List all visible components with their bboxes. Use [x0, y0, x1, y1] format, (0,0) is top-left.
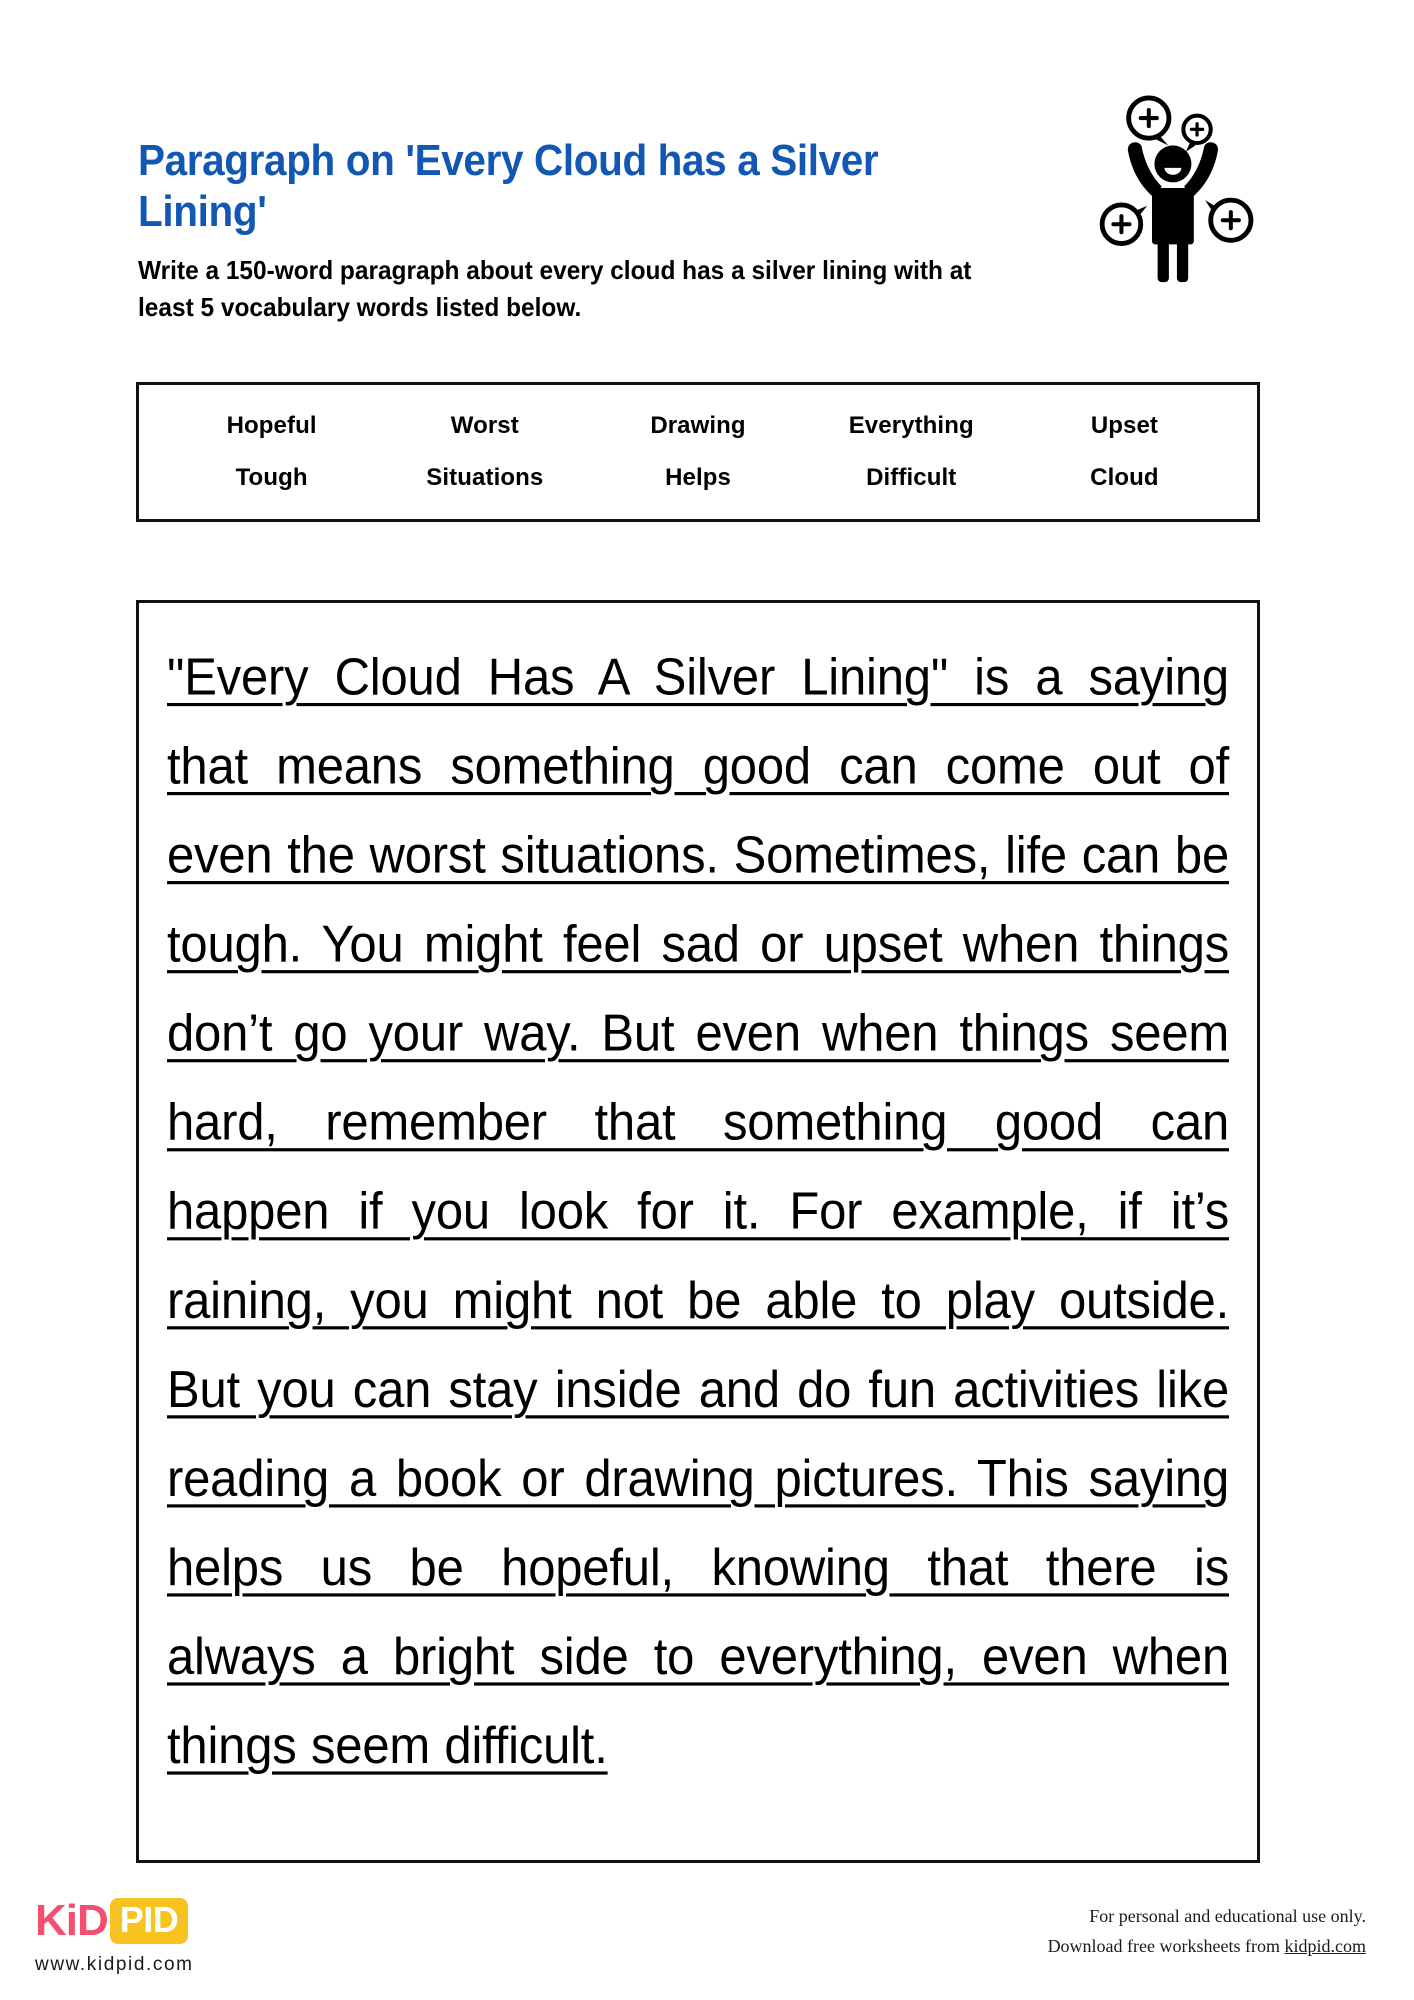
- logo-wordmark: [35, 1898, 335, 1944]
- vocabulary-word: Upset: [1090, 412, 1158, 439]
- kidpid-logo: [35, 1898, 335, 1976]
- logo-pid-text: PID: [110, 1898, 189, 1944]
- vocabulary-row-2: [165, 464, 1231, 492]
- footer-usage-note: [1048, 1902, 1366, 1961]
- vocabulary-word: Difficult: [866, 464, 957, 491]
- page-title: Paragraph on 'Every Cloud has a Silver Lining': [138, 136, 879, 237]
- page-instructions: Write a 150-word paragraph about every cloud has a silver lining with at least 5 vocabulary words listed below.: [138, 254, 972, 322]
- answer-paragraph: "Every Cloud Has A Silver Lining" is a saying that means something good can come out of even the worst situations. Sometimes, life can be tough. You might feel sad or upset when things don’t go your way. But even when things seem hard, remember that something good can happen if you look for it. For example, if it’s raining, you might not be able to play outside. But you can stay inside and do fun activities like reading a book or drawing pictures. This saying helps us be hopeful, knowing that there is always a bright side to everything, even when things seem difficult.: [167, 648, 1229, 1775]
- logo-kid-text: KiD: [35, 1896, 108, 1945]
- vocabulary-word: Hopeful: [226, 412, 317, 439]
- vocabulary-word: Worst: [450, 412, 519, 439]
- kidpid-link[interactable]: kidpid.com: [1284, 1935, 1366, 1956]
- vocabulary-word: Everything: [848, 412, 974, 439]
- footer-note-line-1: For personal and educational use only.: [1089, 1906, 1366, 1926]
- vocabulary-word: Drawing: [650, 412, 746, 439]
- header: [138, 120, 1278, 326]
- vocabulary-word: Situations: [426, 464, 544, 491]
- footer: [0, 1890, 1414, 2000]
- footer-note-line-2-prefix: Download free worksheets from: [1047, 1935, 1285, 1956]
- vocabulary-word-bank: [136, 382, 1260, 522]
- vocabulary-word: Cloud: [1090, 464, 1159, 491]
- footer-note-line-2: [1048, 1932, 1366, 1962]
- person-arms-raised-with-plus-bubbles-icon: [1078, 65, 1263, 295]
- header-text-block: [138, 120, 1038, 326]
- vocabulary-word: Tough: [235, 464, 308, 491]
- vocabulary-word: Helps: [665, 464, 731, 491]
- vocabulary-row-1: [165, 412, 1231, 440]
- answer-area: [136, 600, 1260, 1863]
- logo-website-url: www.kidpid.com: [35, 1954, 194, 1975]
